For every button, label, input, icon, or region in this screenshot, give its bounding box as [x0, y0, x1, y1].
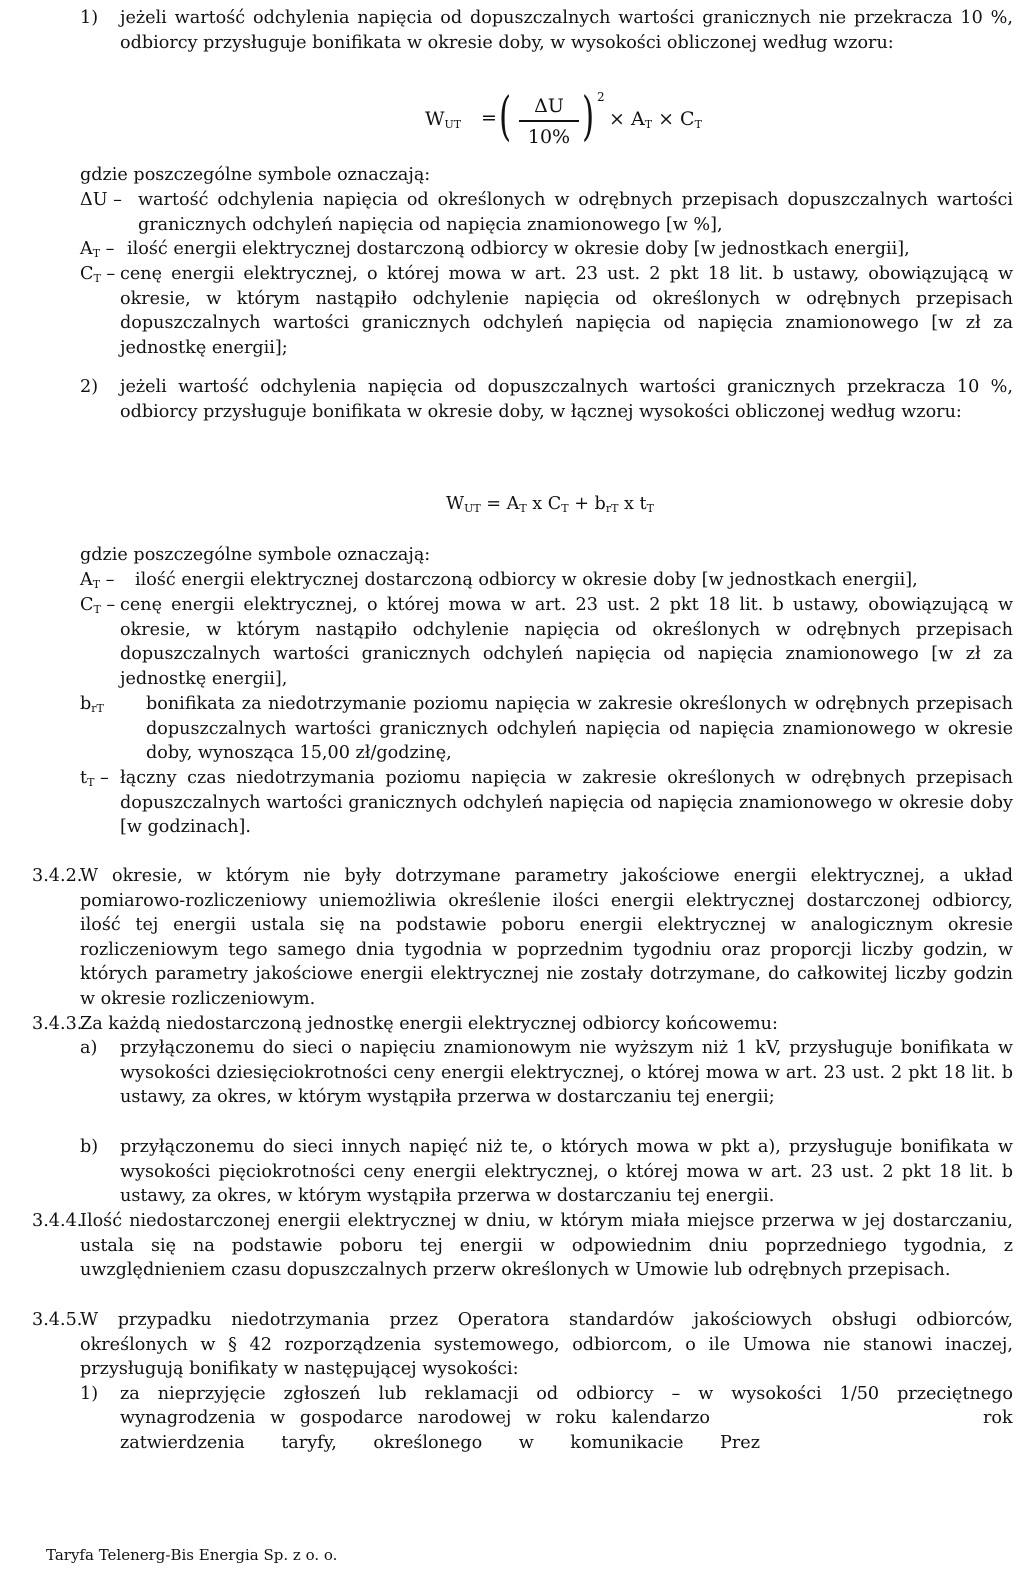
legend-definition: cenę energii elektrycznej, o której mowa w art. 23 ust. 2 pkt 18 lit. b ustawy, obowiązującą w okresie, w którym nastąpiło odchylenie napięcia od określonych w odrębnych przepisach dopuszczalnych wartości granicznych odchyleń napięcia od napięcia znamionowego [w zł za jednostkę energii], — [120, 595, 1013, 689]
paragraph: jeżeli wartość odchylenia napięcia od dopuszczalnych wartości granicznych nie przekracza 10 %, odbiorcy przysługuje bonifikata w okresie doby, w wysokości obliczonej według wzoru: — [120, 8, 1013, 53]
list-item-text: przyłączonemu do sieci o napięciu znamionowym nie wyższym niż 1 kV, przysługuje bonifikata w wysokości dziesięciokrotności ceny energii elektrycznej, o której mowa w art. 23 ust. 2 pkt 18 lit. b ustawy, za okres, w którym wystąpiła przerwa w dostarczaniu tej energii; — [120, 1038, 1013, 1108]
section-number: 3.4.5. — [32, 1310, 83, 1330]
legend-symbol: $A_T$ – — [80, 239, 115, 260]
section-text: W okresie, w którym nie były dotrzymane parametry jakościowe energii elektrycznej, a układ pomiarowo-rozliczeniowy uniemożliwia określenie ilości energii elektrycznej dostarczonej odbiorcy, ilość tej energii ustala się na podstawie poboru energii elektrycznej w analogicznym okresie rozliczeniowym tego samego dnia tygodnia w poprzednim tygodniu oraz proporcji liczby godzin, w których parametry jakościowe energii elektrycznej nie zostały dotrzymane, do całkowitej liczby godzin w okresie rozliczeniowym. — [80, 866, 1013, 1009]
formula-denominator: 10% — [527, 126, 571, 148]
legend-definition: wartość odchylenia napięcia od określonych w odrębnych przepisach dopuszczalnych wartości granicznych odchyleń napięcia od napięcia znamionowego [w %], — [138, 190, 1013, 235]
list-item-text: za nieprzyjęcie zgłoszeń lub reklamacji od odbiorcy – w wysokości 1/50 przeciętnego — [120, 1384, 1013, 1404]
legend-definition: ilość energii elektrycznej dostarczoną odbiorcy w okresie doby [w jednostkach energii], — [135, 570, 918, 590]
list-letter: a) — [80, 1038, 98, 1058]
section-number: 3.4.2. — [32, 866, 83, 886]
list-item-text: wynagrodzenia w gospodarce narodowej w roku kalendarzo — [120, 1408, 710, 1428]
section-number: 3.4.4. — [32, 1211, 83, 1231]
legend-intro: gdzie poszczególne symbole oznaczają: — [80, 545, 431, 565]
list-item-text: zatwierdzenia taryfy, określonego w komunikacie Prez — [120, 1433, 760, 1453]
formula-numerator: ΔU — [534, 95, 564, 117]
legend-symbol: $C_T$ – — [80, 264, 116, 285]
legend-symbol: $A_T$ – — [80, 570, 115, 591]
list-letter: b) — [80, 1137, 99, 1157]
section-text: Ilość niedostarczonej energii elektrycznej w dniu, w którym miała miejsce przerwa w jej dostarczaniu, ustala się na podstawie poboru tej energii w odpowiednim dniu poprzedniego tygodnia, z uwzględnieniem czasu dopuszczalnych przerw określonych w Umowie lub odrębnych przepisach. — [80, 1211, 1013, 1281]
section-text: Za każdą niedostarczoną jednostkę energii elektrycznej odbiorcy końcowemu: — [80, 1014, 778, 1034]
paren-right-icon: ) — [582, 87, 595, 147]
section-number: 3.4.3. — [32, 1014, 83, 1034]
legend-symbol: ΔU – — [80, 190, 122, 210]
formula-equals: = — [481, 107, 497, 129]
legend-intro: gdzie poszczególne symbole oznaczają: — [80, 165, 431, 185]
fraction-bar — [519, 120, 579, 122]
legend-definition: cenę energii elektrycznej, o której mowa w art. 23 ust. 2 pkt 18 lit. b ustawy, obowiązującą w okresie, w którym nastąpiło odchylenie napięcia od określonych w odrębnych przepisach dopuszczalnych wartości granicznych odchyleń napięcia od napięcia znamionowego [w zł za jednostkę energii]; — [120, 264, 1013, 358]
legend-definition: bonifikata za niedotrzymanie poziomu napięcia w zakresie określonych w odrębnych przepisach dopuszczalnych wartości granicznych odchyleń napięcia od napięcia znamionowego w okresie doby, wynosząca 15,00 zł/godzinę, — [146, 694, 1013, 764]
list-number: 2) — [80, 377, 99, 397]
legend-symbol: $t_T$ – — [80, 768, 109, 789]
formula-rest: × $A_T \times C_T$ — [609, 108, 702, 131]
legend-definition: łączny czas niedotrzymania poziomu napięcia w zakresie określonych w odrębnych przepisach dopuszczalnych wartości granicznych odchyleń napięcia od napięcia znamionowego w okresie doby [w godzinach]. — [120, 768, 1013, 838]
formula-wut-1 — [425, 89, 725, 161]
list-number: 1) — [80, 1384, 99, 1404]
formula-symbol: $W_{UT}$ — [425, 108, 462, 131]
legend-symbol: $C_T$ – — [80, 595, 116, 616]
formula-exponent: 2 — [597, 90, 605, 104]
legend-symbol: $b_{rT}$ — [80, 694, 104, 715]
section-text: W przypadku niedotrzymania przez Operatora standardów jakościowych obsługi odbiorców, określonych w § 42 rozporządzenia systemowego, odbiorcom, o ile Umowa nie stanowi inaczej, przysługują bonifikaty w następującej wysokości: — [80, 1310, 1013, 1380]
paren-left-icon: ( — [499, 87, 512, 147]
page-footer: Taryfa Telenerg-Bis Energia Sp. z o. o. — [46, 1546, 338, 1564]
list-number: 1) — [80, 8, 99, 28]
list-item-text: rok — [983, 1408, 1013, 1428]
paragraph: jeżeli wartość odchylenia napięcia od dopuszczalnych wartości granicznych przekracza 10 %, odbiorcy przysługuje bonifikata w okresie doby, w łącznej wysokości obliczonej według wzoru: — [120, 377, 1013, 422]
list-item-text: przyłączonemu do sieci innych napięć niż te, o których mowa w pkt a), przysługuje bonifikata w wysokości pięciokrotności ceny energii elektrycznej, o której mowa w art. 23 ust. 2 pkt 18 lit. b ustawy, za okres, w którym wystąpiła przerwa w dostarczaniu tej energii. — [120, 1137, 1013, 1207]
legend-definition: ilość energii elektrycznej dostarczoną odbiorcy w okresie doby [w jednostkach energii], — [127, 239, 910, 259]
formula-wut-2: $W_{UT} = A_T$ x $C_T + b_{rT}$ x $t_T$ — [446, 494, 654, 515]
